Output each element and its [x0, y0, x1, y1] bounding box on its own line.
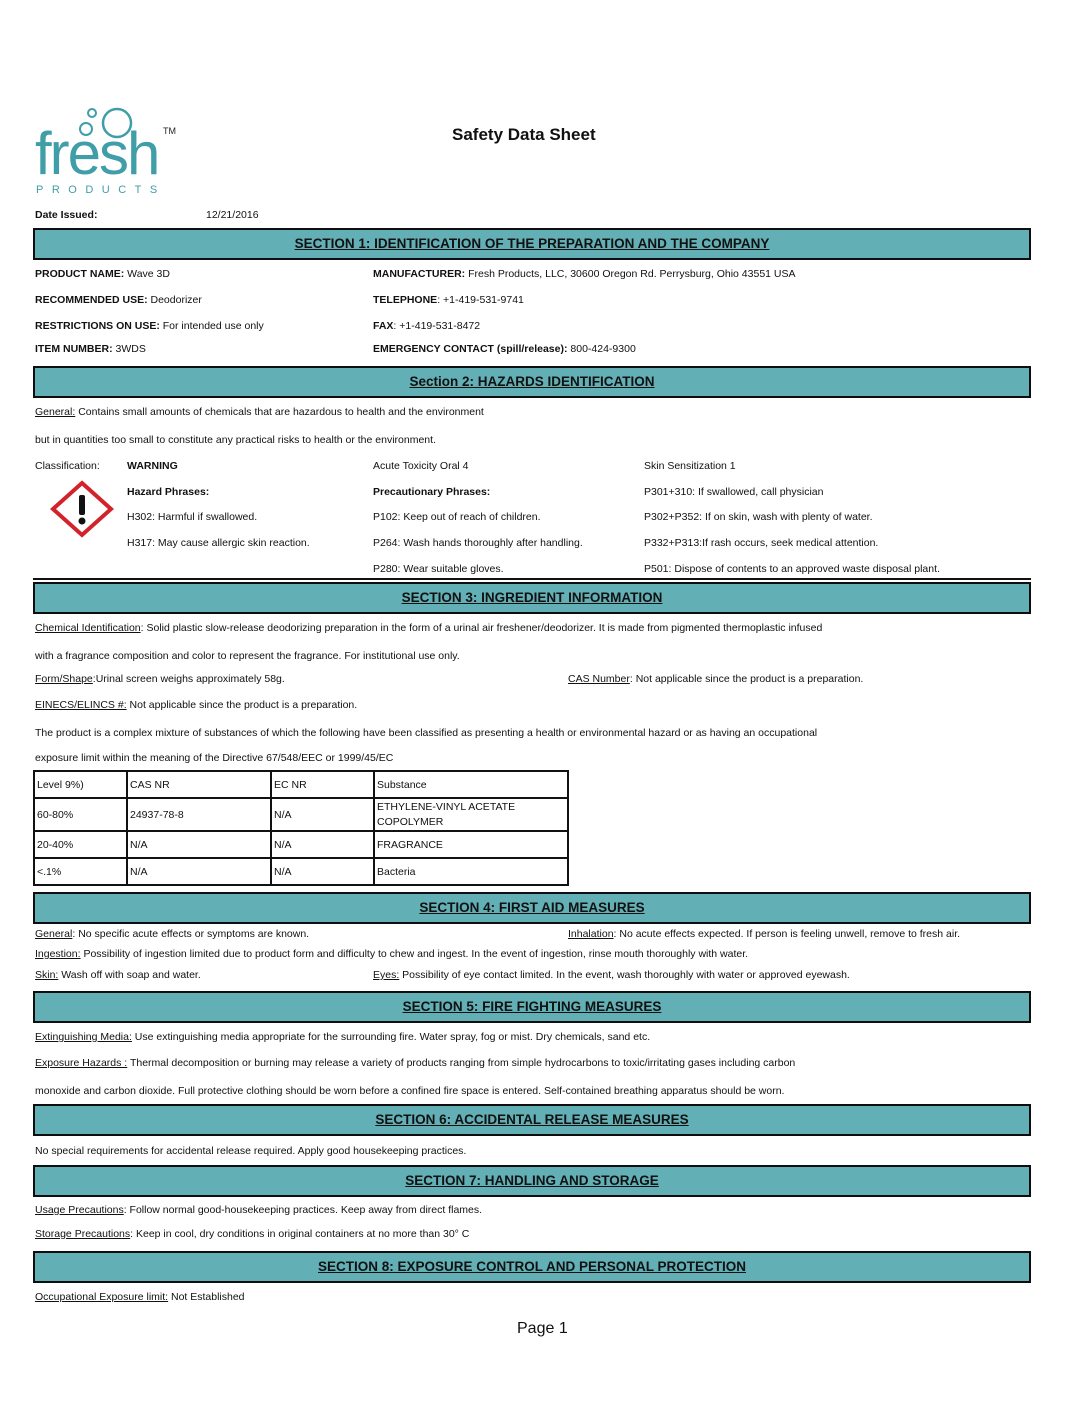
accidental-release-text: No special requirements for accidental release required. Apply good housekeeping practices.: [35, 1145, 467, 1157]
extinguishing-media: Extinguishing Media: Use extinguishing media appropriate for the surrounding fire. Water spray, fog or mist. Dry chemicals, sand etc.: [35, 1031, 651, 1043]
ingredient-table: [33, 770, 569, 886]
hazard-phrases-label: Hazard Phrases:: [127, 486, 210, 498]
phrase-p332: P332+P313:If rash occurs, seek medical attention.: [644, 537, 879, 549]
section-2-header: Section 2: HAZARDS IDENTIFICATION: [33, 366, 1031, 398]
logo-subtitle: PRODUCTS: [36, 184, 166, 196]
mixture-text: The product is a complex mixture of substances of which the following have been classified as presenting a health or environmental hazard or as having an occupational: [35, 727, 818, 739]
section-3-header: SECTION 3: INGREDIENT INFORMATION: [33, 582, 1031, 614]
table-header-row: [34, 771, 568, 798]
logo-trademark: TM: [163, 126, 176, 136]
classification-label: Classification:: [35, 460, 100, 472]
section-6-header: SECTION 6: ACCIDENTAL RELEASE MEASURES: [33, 1104, 1031, 1136]
first-aid-inhalation: Inhalation: No acute effects expected. If person is feeling unwell, remove to fresh air.: [568, 928, 961, 940]
mixture-text-cont: exposure limit within the meaning of the Directive 67/548/EEC or 1999/45/EC: [35, 752, 394, 764]
phrase-p264: P264: Wash hands thoroughly after handling.: [373, 537, 583, 549]
table-cell: N/A: [127, 858, 271, 885]
acute-toxicity: Acute Toxicity Oral 4: [373, 460, 469, 472]
phrase-p280: P280: Wear suitable gloves.: [373, 563, 504, 575]
table-cell: ETHYLENE-VINYL ACETATE COPOLYMER: [374, 798, 568, 831]
section-1-header: SECTION 1: IDENTIFICATION OF THE PREPARATION AND THE COMPANY: [33, 228, 1031, 260]
phrase-p102: P102: Keep out of reach of children.: [373, 511, 541, 523]
telephone: TELEPHONE: +1-419-531-9741: [373, 294, 524, 306]
divider: [33, 578, 1031, 580]
restrictions-on-use: RESTRICTIONS ON USE: For intended use only: [35, 320, 264, 332]
table-header: EC NR: [271, 771, 374, 798]
table-cell: 20-40%: [34, 831, 127, 858]
table-row: [34, 798, 568, 831]
section-4-header: SECTION 4: FIRST AID MEASURES: [33, 892, 1031, 924]
table-cell: N/A: [271, 858, 374, 885]
table-cell: N/A: [271, 798, 374, 831]
phrase-h302: H302: Harmful if swallowed.: [127, 511, 258, 523]
exclamation-mark-icon: [50, 480, 114, 538]
skin-sensitization: Skin Sensitization 1: [644, 460, 736, 472]
fresh-products-logo: [33, 104, 183, 200]
einecs: EINECS/ELINCS #: Not applicable since the product is a preparation.: [35, 699, 358, 711]
storage-precautions: Storage Precautions: Keep in cool, dry conditions in original containers at no more than 30° C: [35, 1228, 470, 1240]
page-title: Safety Data Sheet: [452, 125, 596, 144]
table-cell: Bacteria: [374, 858, 568, 885]
chemical-identification: Chemical Identification: Solid plastic slow-release deodorizing preparation in the form of a urinal air freshener/deodorizer. It is made from pigmented thermoplastic infused: [35, 622, 823, 634]
table-cell: FRAGRANCE: [374, 831, 568, 858]
section-5-header: SECTION 5: FIRE FIGHTING MEASURES: [33, 991, 1031, 1023]
chemical-identification-cont: with a fragrance composition and color to represent the fragrance. For institutional use only.: [35, 650, 460, 662]
phrase-p501: P501: Dispose of contents to an approved waste disposal plant.: [644, 563, 940, 575]
recommended-use: RECOMMENDED USE: Deodorizer: [35, 294, 202, 306]
precautionary-phrases-label: Precautionary Phrases:: [373, 486, 491, 498]
occupational-exposure-limit: Occupational Exposure limit: Not Established: [35, 1291, 245, 1303]
item-number: ITEM NUMBER: 3WDS: [35, 343, 146, 355]
phrase-p302: P302+P352: If on skin, wash with plenty of water.: [644, 511, 873, 523]
phrase-p301: P301+310: If swallowed, call physician: [644, 486, 824, 498]
date-issued-value: 12/21/2016: [206, 209, 259, 221]
first-aid-eyes: Eyes: Possibility of eye contact limited. In the event, wash thoroughly with water or approved eyewash.: [373, 969, 850, 981]
table-header: Level 9%): [34, 771, 127, 798]
table-header: Substance: [374, 771, 568, 798]
cas-number: CAS Number: Not applicable since the product is a preparation.: [568, 673, 864, 685]
product-name: PRODUCT NAME: Wave 3D: [35, 268, 170, 280]
emergency-contact: EMERGENCY CONTACT (spill/release): 800-424-9300: [373, 343, 636, 355]
page-number: Page 1: [517, 1320, 568, 1337]
table-cell: 24937-78-8: [127, 798, 271, 831]
table-row: [34, 831, 568, 858]
exposure-hazards-cont: monoxide and carbon dioxide. Full protective clothing should be worn before a confined fire space is entered. Self-contained breathing apparatus should be worn.: [35, 1085, 785, 1097]
exposure-hazards: Exposure Hazards : Thermal decomposition or burning may release a variety of products ranging from simple hydrocarbons to toxic/irritating gases including carbon: [35, 1057, 796, 1069]
signal-word: WARNING: [127, 460, 178, 472]
table-header: CAS NR: [127, 771, 271, 798]
table-cell: N/A: [271, 831, 374, 858]
logo-word: fresh: [35, 120, 159, 187]
usage-precautions: Usage Precautions: Follow normal good-housekeeping practices. Keep away from direct flames.: [35, 1204, 483, 1216]
phrase-h317: H317: May cause allergic skin reaction.: [127, 537, 310, 549]
first-aid-ingestion: Ingestion: Possibility of ingestion limited due to product form and difficulty to chew and ingest. In the event of ingestion, rinse mouth thoroughly with water.: [35, 948, 749, 960]
hazard-general-cont: but in quantities too small to constitute any practical risks to health or the environment.: [35, 434, 436, 446]
table-cell: <.1%: [34, 858, 127, 885]
date-issued-label: Date Issued:: [35, 209, 98, 221]
first-aid-general: General: No specific acute effects or symptoms are known.: [35, 928, 310, 940]
fax: FAX: +1-419-531-8472: [373, 320, 481, 332]
table-cell: N/A: [127, 831, 271, 858]
hazard-general: General: Contains small amounts of chemicals that are hazardous to health and the environment: [35, 406, 484, 418]
manufacturer: MANUFACTURER: Fresh Products, LLC, 30600 Oregon Rd. Perrysburg, Ohio 43551 USA: [373, 268, 796, 280]
form-shape: Form/Shape:Urinal screen weighs approximately 58g.: [35, 673, 285, 685]
table-row: [34, 858, 568, 885]
section-7-header: SECTION 7: HANDLING AND STORAGE: [33, 1165, 1031, 1197]
first-aid-skin: Skin: Wash off with soap and water.: [35, 969, 201, 981]
table-cell: 60-80%: [34, 798, 127, 831]
section-8-header: SECTION 8: EXPOSURE CONTROL AND PERSONAL PROTECTION: [33, 1251, 1031, 1283]
